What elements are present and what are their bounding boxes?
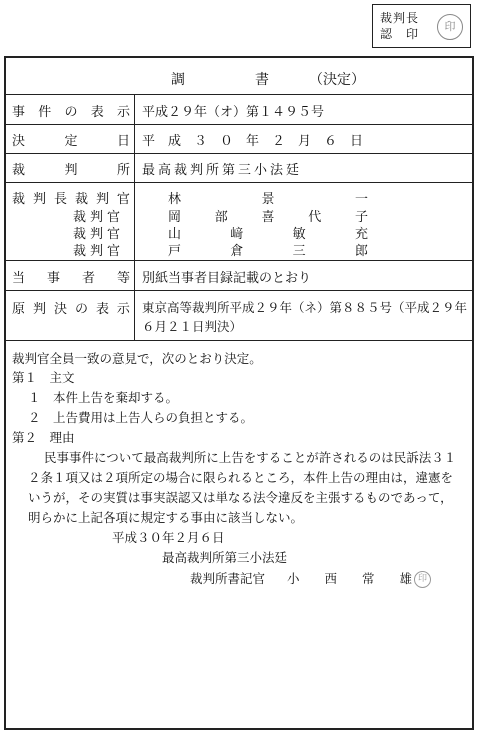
reason-line: ２条１項又は２項所定の場合に限られるところ，本件上告の理由は，違憲を [28,470,454,485]
main-text-item-1: １ 本件上告を棄却する。 [28,390,179,405]
document-title [171,69,365,89]
title-suffix: （決定） [309,72,365,88]
reason-line: いうが，その実質は事実誤認又は単なる法令違反を主張するものであって， [28,490,453,505]
rule [6,124,472,125]
court-name: 最高裁判所第三小法廷 [142,163,303,178]
rule [6,94,472,95]
reason-heading: 第２ 理由 [12,430,75,445]
judge-name: 岡 部 喜 代 子 [168,210,368,225]
document-frame [4,56,474,730]
judge-name: 林 景 一 [168,192,368,207]
presiding-judge-label: 裁 判 長 裁 判 官 [12,192,130,207]
signature-court: 最高裁判所第三小法廷 [162,550,288,565]
rule [6,153,472,154]
decision-intro: 裁判官全員一致の意見で，次のとおり決定。 [12,351,262,366]
original-judgment-line1: 東京高等裁判所平成２９年（ネ）第８８５号（平成２９年 [142,300,468,315]
decision-date: 平 成 ３ ０ 年 ２ 月 ６ 日 [142,134,364,149]
rule [6,290,472,291]
clerk-name: 小 西 常 雄 [287,571,413,586]
clerk-title: 裁判所書記官 [190,571,266,586]
column-divider [134,94,135,340]
title-main: 調 書 [171,72,269,88]
judge-role: 裁判官 [72,227,124,242]
original-judgment-label: 原 判 決 の 表 示 [12,302,130,317]
case-number: 平成２９年（オ）第１４９５号 [142,105,325,120]
main-text-item-2: ２ 上告費用は上告人らの負担とする。 [28,410,254,425]
decision-date-label: 決 定 日 [12,134,130,149]
judge-role: 裁判官 [72,244,124,259]
court-label: 裁 判 所 [12,163,130,178]
seal-icon: 印 [437,14,463,40]
main-text-heading: 第１ 主文 [12,370,75,385]
approval-stamp-box [372,4,471,48]
judge-name: 山 﨑 敏 充 [168,227,368,242]
case-label: 事 件 の 表 示 [12,105,130,120]
reason-line: 民事事件について最高裁判所に上告をすることが許されるのは民訴法３１ [44,450,457,465]
parties-label: 当 事 者 等 [12,271,130,286]
clerk-signature [190,569,431,588]
judge-role: 裁判官 [72,210,124,225]
judge-name: 戸 倉 三 郎 [168,244,368,259]
original-judgment-line2: ６月２１日判決） [142,319,243,334]
clerk-seal-icon: 印 [414,571,431,588]
reason-line: 明らかに上記各項に規定する事由に該当しない。 [28,510,304,525]
rule [6,260,472,261]
signature-date: 平成３０年２月６日 [112,530,225,545]
rule [6,182,472,183]
parties-value: 別紙当事者目録記載のとおり [142,271,312,286]
stamp-label: 裁判長 認 印 [380,11,420,41]
rule [6,340,472,341]
